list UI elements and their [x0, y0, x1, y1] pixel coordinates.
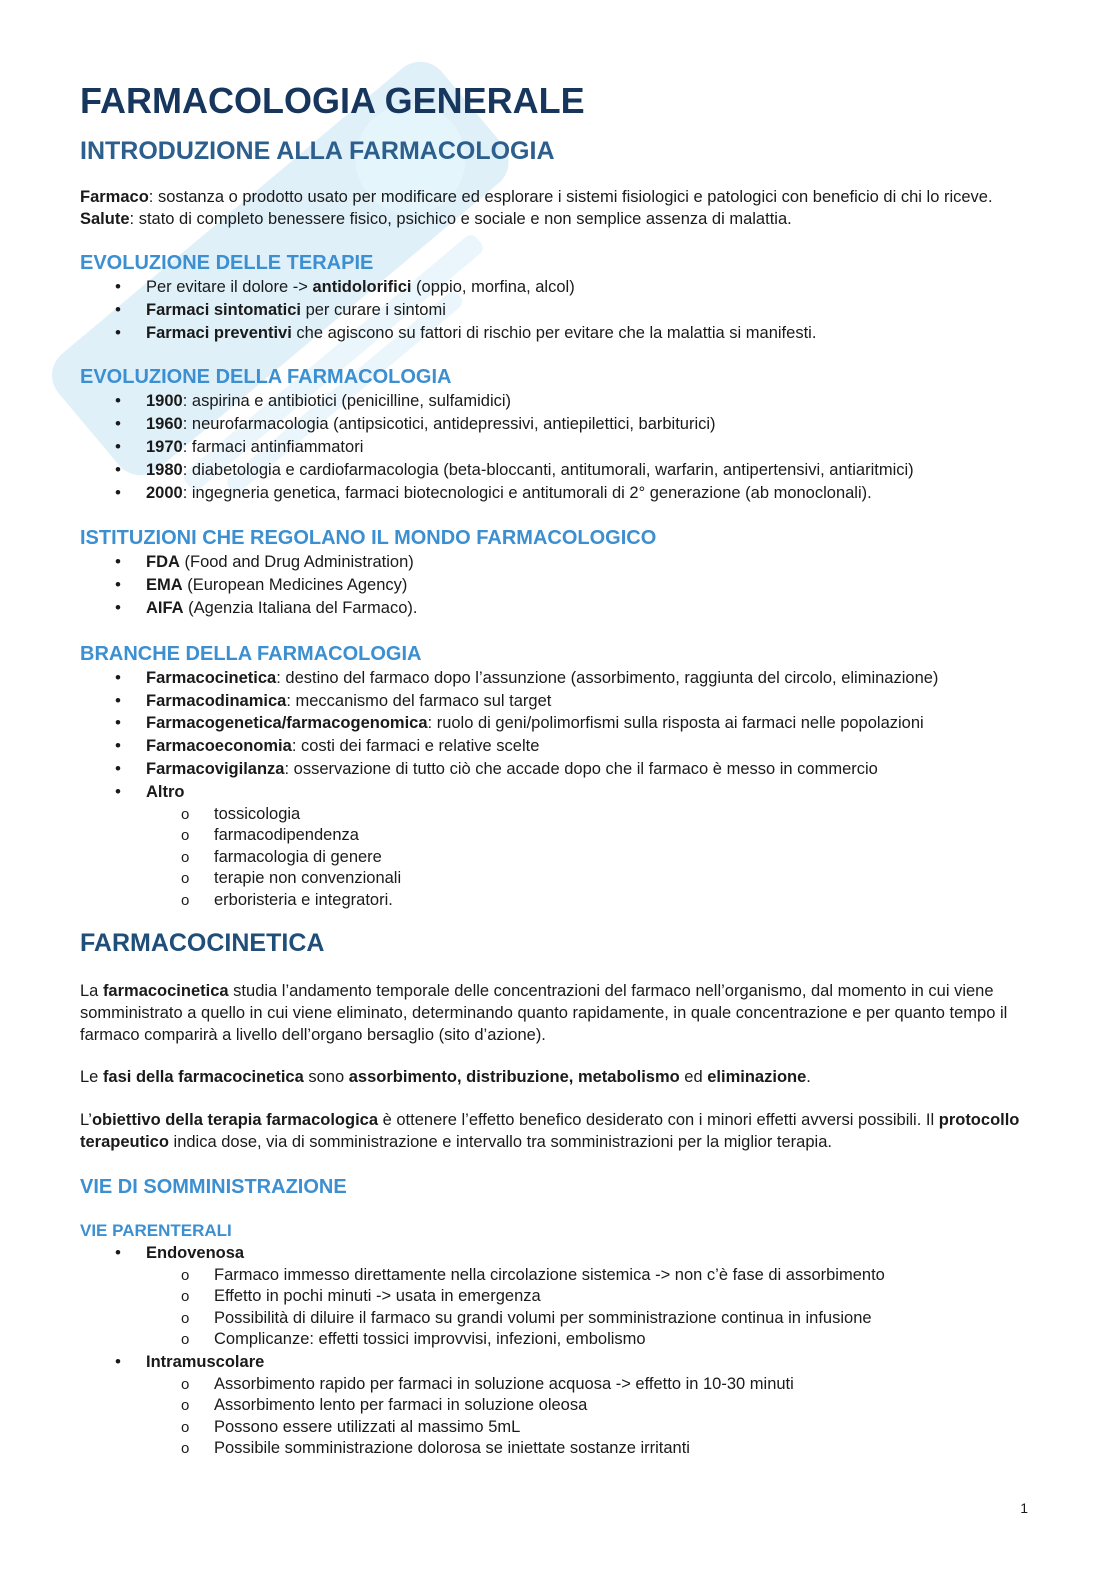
- farmacocinetica-heading: FARMACOCINETICA: [80, 929, 325, 958]
- bold-text: fasi della farmacocinetica: [102, 1068, 304, 1087]
- text: : stato di completo benessere fisico, psichico e sociale e non semplice assenza di malattia.: [129, 210, 792, 228]
- text: che agiscono su fattori di rischio per evitare che la malattia si manifesti.: [291, 323, 817, 342]
- list-item: [80, 758, 1040, 781]
- text: indica dose, via di somministrazione e intervallo tra somministrazioni per la miglior terapia.: [168, 1133, 832, 1152]
- farmacologia-list: [80, 390, 1040, 504]
- text: per curare i sintomi: [300, 300, 446, 319]
- sublist-item: o Assorbimento lento per farmaci in soluzione oleosa: [80, 1395, 1040, 1417]
- bold-text: Farmacodinamica: [146, 691, 287, 710]
- text: è ottenere l’effetto benefico desiderato con i minori effetti avversi possibili. Il: [378, 1111, 939, 1130]
- intramuscolare-sublist: [146, 1374, 1040, 1460]
- intro-heading: INTRODUZIONE ALLA FARMACOLOGIA: [80, 137, 555, 165]
- branche-list: [80, 667, 1040, 911]
- list-item: [80, 712, 1040, 735]
- sublist-item: o farmacologia di genere: [80, 847, 1040, 869]
- text: : costi dei farmaci e relative scelte: [291, 737, 540, 756]
- list-item: [80, 690, 1040, 713]
- bold-text: Intramuscolare: [146, 1352, 265, 1371]
- bold-text: Altro: [146, 782, 185, 801]
- bold-text: Farmacoeconomia: [146, 737, 292, 756]
- bold-text: Farmaci sintomatici: [146, 300, 301, 319]
- document-body: [80, 80, 1040, 1460]
- bold-text: protocollo terapeutico: [80, 1111, 1020, 1152]
- list-item: [80, 299, 1040, 322]
- list-item: [80, 1242, 1040, 1351]
- bold-text: Endovenosa: [146, 1244, 245, 1263]
- list-item: [80, 597, 1040, 620]
- list-item: [80, 667, 1040, 690]
- text: (European Medicines Agency): [182, 576, 408, 595]
- bold-text: 1980: [146, 460, 183, 479]
- istituzioni-heading: ISTITUZIONI CHE REGOLANO IL MONDO FARMACOLOGICO: [80, 527, 657, 550]
- sublist-item: o Possibile somministrazione dolorosa se iniettate sostanze irritanti: [80, 1438, 1040, 1460]
- bold-text: 2000: [146, 483, 183, 502]
- istituzioni-list: [80, 551, 1040, 619]
- list-item: [80, 781, 1040, 911]
- bold-text: Farmaci preventivi: [146, 323, 292, 342]
- farmacocinetica-paragraph-2: [80, 1066, 1040, 1088]
- bold-text: Farmacovigilanza: [146, 759, 285, 778]
- text: : ruolo di geni/polimorfismi sulla risposta ai farmaci nelle popolazioni: [427, 714, 924, 733]
- text: ed: [679, 1068, 708, 1087]
- text: : ingegneria genetica, farmaci biotecnologici e antitumorali di 2° generazione (ab monoclonali).: [182, 483, 872, 502]
- text: Per evitare il dolore ->: [146, 278, 313, 296]
- vie-list: [80, 1242, 1040, 1460]
- term-farmaco: Farmaco: [80, 188, 149, 206]
- sublist-item: o Possono essere utilizzati al massimo 5mL: [80, 1417, 1040, 1439]
- term-salute: Salute: [80, 210, 130, 228]
- text: : neurofarmacologia (antipsicotici, antidepressivi, antiepilettici, barbiturici): [182, 415, 716, 434]
- text: : destino del farmaco dopo l’assunzione (assorbimento, raggiunta del circolo, eliminazione): [276, 668, 939, 687]
- text: studia l’andamento temporale delle concentrazioni del farmaco nell’organismo, dal momento in cui viene somministrato a quello in cui viene eliminato, determinando quanto rapidamente, in quale concentrazione e per quanto tempo il farmaco comparirà a livello dell’organo bersaglio (sito d’azione).: [80, 982, 1008, 1045]
- intro-paragraph: [80, 186, 1040, 230]
- sublist-item: o terapie non convenzionali: [80, 868, 1040, 890]
- sublist-item: o Assorbimento rapido per farmaci in soluzione acquosa -> effetto in 10-30 minuti: [80, 1374, 1040, 1396]
- list-item: [80, 1351, 1040, 1460]
- text: L’: [80, 1111, 92, 1130]
- text: (Food and Drug Administration): [179, 553, 414, 572]
- text: : osservazione di tutto ciò che accade dopo che il farmaco è messo in commercio: [284, 759, 878, 778]
- bold-text: 1960: [146, 415, 183, 434]
- bold-text: farmacocinetica: [102, 982, 229, 1001]
- bold-text: 1900: [146, 392, 183, 411]
- bold-text: EMA: [146, 576, 183, 595]
- farmacocinetica-paragraph-3: [80, 1109, 1040, 1153]
- text: : diabetologia e cardiofarmacologia (beta-bloccanti, antitumorali, warfarin, antipertensivi, antiaritmici): [182, 460, 914, 479]
- sublist-item: o farmacodipendenza: [80, 825, 1040, 847]
- vie-heading: VIE DI SOMMINISTRAZIONE: [80, 1176, 347, 1199]
- text: .: [806, 1068, 811, 1087]
- list-item: [80, 551, 1040, 574]
- terapie-list: [80, 276, 1040, 344]
- page-number: 1: [1020, 1500, 1028, 1516]
- sublist-item: o tossicologia: [80, 804, 1040, 826]
- sublist-item: o Complicanze: effetti tossici improvvisi, infezioni, embolismo: [80, 1329, 1040, 1351]
- list-item: [80, 574, 1040, 597]
- endovenosa-sublist: [146, 1265, 1040, 1351]
- list-item: [80, 413, 1040, 436]
- terapie-heading: EVOLUZIONE DELLE TERAPIE: [80, 252, 374, 274]
- text: (oppio, morfina, alcol): [411, 278, 575, 296]
- bold-text: 1970: [146, 437, 183, 456]
- text: Le: [80, 1068, 103, 1087]
- list-item: [80, 276, 1040, 299]
- text: (Agenzia Italiana del Farmaco).: [183, 598, 418, 617]
- bold-text: eliminazione: [707, 1068, 807, 1087]
- branche-heading: BRANCHE DELLA FARMACOLOGIA: [80, 642, 422, 665]
- list-item: [80, 390, 1040, 413]
- bold-text: FDA: [146, 553, 180, 572]
- sublist-item: o Possibilità di diluire il farmaco su grandi volumi per somministrazione continua in infusione: [80, 1308, 1040, 1330]
- sublist-item: o Farmaco immesso direttamente nella circolazione sistemica -> non c’è fase di assorbimento: [80, 1265, 1040, 1287]
- document-title: FARMACOLOGIA GENERALE: [80, 80, 585, 121]
- bold-text: assorbimento, distribuzione, metabolismo: [348, 1068, 680, 1087]
- text: : sostanza o prodotto usato per modificare ed esplorare i sistemi fisiologici e patologici con beneficio di chi lo riceve.: [148, 188, 993, 206]
- bold-text: Farmacocinetica: [146, 668, 277, 687]
- sublist-item: o Effetto in pochi minuti -> usata in emergenza: [80, 1286, 1040, 1308]
- list-item: [80, 482, 1040, 505]
- farmacologia-heading: EVOLUZIONE DELLA FARMACOLOGIA: [80, 366, 452, 389]
- bold-text: AIFA: [146, 598, 184, 617]
- list-item: [80, 735, 1040, 758]
- farmacocinetica-paragraph-1: [80, 980, 1040, 1046]
- text: : aspirina e antibiotici (penicilline, sulfamidici): [182, 392, 512, 411]
- sublist-item: o erboristeria e integratori.: [80, 890, 1040, 912]
- bold-text: antidolorifici: [312, 278, 412, 296]
- vie-parenterali-heading: VIE PARENTERALI: [80, 1221, 232, 1241]
- list-item: [80, 459, 1040, 482]
- text: La: [80, 982, 103, 1001]
- bold-text: obiettivo della terapia farmacologica: [91, 1111, 379, 1130]
- text: : farmaci antinfiammatori: [182, 437, 364, 456]
- text: : meccanismo del farmaco sul target: [286, 691, 552, 710]
- list-item: [80, 436, 1040, 459]
- text: sono: [303, 1068, 349, 1087]
- altro-sublist: [146, 804, 1040, 912]
- bold-text: Farmacogenetica/farmacogenomica: [146, 714, 428, 733]
- list-item: [80, 322, 1040, 345]
